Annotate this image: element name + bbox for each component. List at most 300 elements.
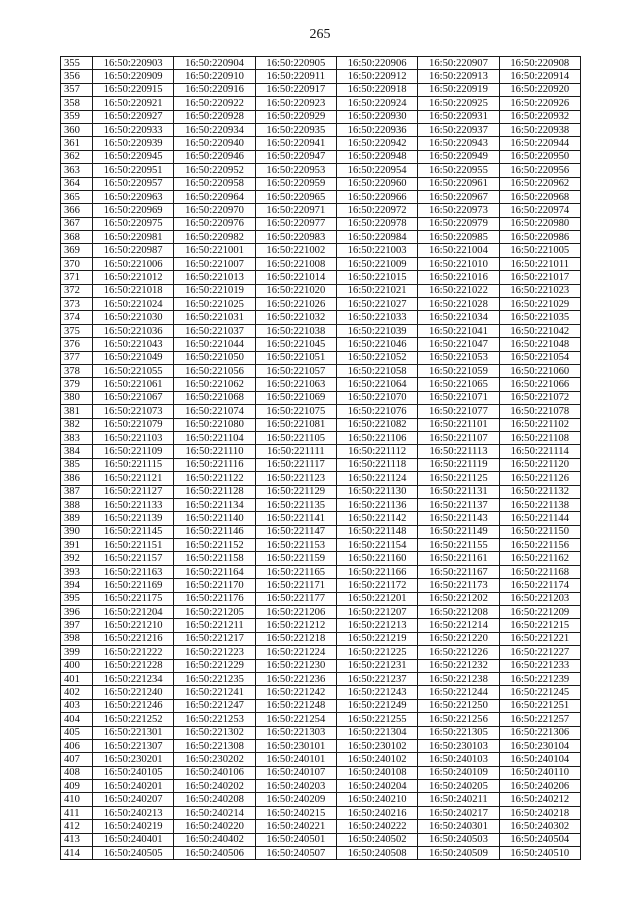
cadastral-number-cell: 16:50:221130 xyxy=(336,485,417,498)
row-number-cell: 370 xyxy=(61,257,93,270)
page-number: 265 xyxy=(309,27,331,42)
cadastral-number-cell: 16:50:221308 xyxy=(174,739,255,752)
cadastral-number-cell: 16:50:220967 xyxy=(418,190,499,203)
cadastral-number-cell: 16:50:240301 xyxy=(418,820,499,833)
cadastral-number-cell: 16:50:221230 xyxy=(255,659,336,672)
table-row xyxy=(61,70,581,83)
cadastral-number-cell: 16:50:221304 xyxy=(336,726,417,739)
table-row xyxy=(61,391,581,404)
cadastral-number-cell: 16:50:221065 xyxy=(418,378,499,391)
cadastral-number-cell: 16:50:221216 xyxy=(93,632,174,645)
table-row xyxy=(61,405,581,418)
cadastral-number-cell: 16:50:221036 xyxy=(93,324,174,337)
row-number-cell: 371 xyxy=(61,271,93,284)
cadastral-number-cell: 16:50:221207 xyxy=(336,606,417,619)
cadastral-number-cell: 16:50:221145 xyxy=(93,525,174,538)
table-row xyxy=(61,123,581,136)
cadastral-number-cell: 16:50:221119 xyxy=(418,458,499,471)
cadastral-number-cell: 16:50:221103 xyxy=(93,431,174,444)
cadastral-number-cell: 16:50:221150 xyxy=(499,525,580,538)
row-number-cell: 407 xyxy=(61,753,93,766)
cadastral-number-cell: 16:50:221251 xyxy=(499,699,580,712)
cadastral-number-cell: 16:50:220954 xyxy=(336,164,417,177)
cadastral-number-cell: 16:50:220914 xyxy=(499,70,580,83)
cadastral-number-cell: 16:50:240102 xyxy=(336,753,417,766)
table-row xyxy=(61,97,581,110)
cadastral-number-cell: 16:50:220980 xyxy=(499,217,580,230)
cadastral-number-cell: 16:50:221068 xyxy=(174,391,255,404)
cadastral-number-cell: 16:50:221238 xyxy=(418,672,499,685)
row-number-cell: 404 xyxy=(61,713,93,726)
cadastral-number-cell: 16:50:220942 xyxy=(336,137,417,150)
cadastral-number-cell: 16:50:220956 xyxy=(499,164,580,177)
cadastral-number-cell: 16:50:221038 xyxy=(255,324,336,337)
row-number-cell: 360 xyxy=(61,123,93,136)
cadastral-number-cell: 16:50:240205 xyxy=(418,780,499,793)
row-number-cell: 383 xyxy=(61,431,93,444)
cadastral-number-cell: 16:50:220969 xyxy=(93,204,174,217)
cadastral-number-cell: 16:50:221060 xyxy=(499,364,580,377)
table-row xyxy=(61,244,581,257)
cadastral-number-cell: 16:50:221032 xyxy=(255,311,336,324)
table-row xyxy=(61,619,581,632)
cadastral-number-cell: 16:50:221220 xyxy=(418,632,499,645)
row-number-cell: 361 xyxy=(61,137,93,150)
cadastral-number-cell: 16:50:221064 xyxy=(336,378,417,391)
row-number-cell: 406 xyxy=(61,739,93,752)
cadastral-number-cell: 16:50:240215 xyxy=(255,806,336,819)
table-row xyxy=(61,231,581,244)
cadastral-number-cell: 16:50:220918 xyxy=(336,83,417,96)
cadastral-number-cell: 16:50:220952 xyxy=(174,164,255,177)
cadastral-number-cell: 16:50:240206 xyxy=(499,780,580,793)
cadastral-number-cell: 16:50:221204 xyxy=(93,606,174,619)
cadastral-number-cell: 16:50:221101 xyxy=(418,418,499,431)
cadastral-number-cell: 16:50:240221 xyxy=(255,820,336,833)
cadastral-number-table xyxy=(60,56,581,860)
cadastral-number-cell: 16:50:221167 xyxy=(418,565,499,578)
table-row xyxy=(61,364,581,377)
cadastral-number-cell: 16:50:221127 xyxy=(93,485,174,498)
cadastral-number-cell: 16:50:221082 xyxy=(336,418,417,431)
cadastral-number-cell: 16:50:221009 xyxy=(336,257,417,270)
table-row xyxy=(61,659,581,672)
cadastral-number-cell: 16:50:221212 xyxy=(255,619,336,632)
row-number-cell: 368 xyxy=(61,231,93,244)
row-number-cell: 386 xyxy=(61,472,93,485)
cadastral-number-cell: 16:50:220978 xyxy=(336,217,417,230)
cadastral-number-cell: 16:50:220966 xyxy=(336,190,417,203)
cadastral-number-cell: 16:50:221152 xyxy=(174,539,255,552)
cadastral-number-cell: 16:50:220910 xyxy=(174,70,255,83)
cadastral-number-cell: 16:50:220977 xyxy=(255,217,336,230)
cadastral-number-cell: 16:50:220979 xyxy=(418,217,499,230)
row-number-cell: 377 xyxy=(61,351,93,364)
table-row xyxy=(61,324,581,337)
cadastral-number-cell: 16:50:221137 xyxy=(418,498,499,511)
cadastral-number-cell: 16:50:221058 xyxy=(336,364,417,377)
cadastral-number-cell: 16:50:221239 xyxy=(499,672,580,685)
cadastral-number-cell: 16:50:230104 xyxy=(499,739,580,752)
cadastral-number-cell: 16:50:221247 xyxy=(174,699,255,712)
cadastral-number-cell: 16:50:221034 xyxy=(418,311,499,324)
row-number-cell: 379 xyxy=(61,378,93,391)
cadastral-number-cell: 16:50:221059 xyxy=(418,364,499,377)
table-row xyxy=(61,204,581,217)
cadastral-number-cell: 16:50:240201 xyxy=(93,780,174,793)
row-number-cell: 397 xyxy=(61,619,93,632)
cadastral-number-cell: 16:50:220951 xyxy=(93,164,174,177)
cadastral-number-cell: 16:50:221166 xyxy=(336,565,417,578)
cadastral-number-cell: 16:50:221048 xyxy=(499,338,580,351)
cadastral-number-cell: 16:50:220959 xyxy=(255,177,336,190)
cadastral-number-cell: 16:50:220937 xyxy=(418,123,499,136)
cadastral-number-cell: 16:50:220945 xyxy=(93,150,174,163)
cadastral-number-cell: 16:50:240105 xyxy=(93,766,174,779)
row-number-cell: 369 xyxy=(61,244,93,257)
table-row xyxy=(61,565,581,578)
row-number-cell: 413 xyxy=(61,833,93,846)
cadastral-number-cell: 16:50:220939 xyxy=(93,137,174,150)
cadastral-number-cell: 16:50:221134 xyxy=(174,498,255,511)
row-number-cell: 362 xyxy=(61,150,93,163)
row-number-cell: 355 xyxy=(61,57,93,70)
cadastral-number-cell: 16:50:221123 xyxy=(255,472,336,485)
row-number-cell: 358 xyxy=(61,97,93,110)
cadastral-number-cell: 16:50:240106 xyxy=(174,766,255,779)
cadastral-number-cell: 16:50:221105 xyxy=(255,431,336,444)
row-number-cell: 409 xyxy=(61,780,93,793)
cadastral-number-cell: 16:50:220903 xyxy=(93,57,174,70)
cadastral-number-cell: 16:50:221175 xyxy=(93,592,174,605)
cadastral-number-cell: 16:50:221066 xyxy=(499,378,580,391)
cadastral-number-cell: 16:50:221035 xyxy=(499,311,580,324)
cadastral-number-cell: 16:50:221031 xyxy=(174,311,255,324)
cadastral-number-cell: 16:50:221228 xyxy=(93,659,174,672)
cadastral-number-cell: 16:50:221049 xyxy=(93,351,174,364)
row-number-cell: 390 xyxy=(61,525,93,538)
cadastral-number-cell: 16:50:220987 xyxy=(93,244,174,257)
row-number-cell: 357 xyxy=(61,83,93,96)
cadastral-number-cell: 16:50:220964 xyxy=(174,190,255,203)
cadastral-number-cell: 16:50:221033 xyxy=(336,311,417,324)
row-number-cell: 374 xyxy=(61,311,93,324)
table-row xyxy=(61,177,581,190)
cadastral-number-cell: 16:50:220965 xyxy=(255,190,336,203)
table-row xyxy=(61,739,581,752)
table-row xyxy=(61,217,581,230)
cadastral-number-cell: 16:50:221079 xyxy=(93,418,174,431)
table-row xyxy=(61,445,581,458)
cadastral-number-cell: 16:50:220950 xyxy=(499,150,580,163)
cadastral-number-cell: 16:50:221143 xyxy=(418,512,499,525)
table-row xyxy=(61,632,581,645)
cadastral-number-cell: 16:50:220946 xyxy=(174,150,255,163)
row-number-cell: 412 xyxy=(61,820,93,833)
cadastral-number-cell: 16:50:220970 xyxy=(174,204,255,217)
cadastral-number-cell: 16:50:221225 xyxy=(336,646,417,659)
cadastral-number-cell: 16:50:220953 xyxy=(255,164,336,177)
cadastral-number-cell: 16:50:220972 xyxy=(336,204,417,217)
table-row xyxy=(61,472,581,485)
cadastral-number-cell: 16:50:221047 xyxy=(418,338,499,351)
row-number-cell: 356 xyxy=(61,70,93,83)
cadastral-number-cell: 16:50:221224 xyxy=(255,646,336,659)
cadastral-number-cell: 16:50:221306 xyxy=(499,726,580,739)
cadastral-number-cell: 16:50:220908 xyxy=(499,57,580,70)
cadastral-number-cell: 16:50:221021 xyxy=(336,284,417,297)
cadastral-number-cell: 16:50:221013 xyxy=(174,271,255,284)
cadastral-number-cell: 16:50:221159 xyxy=(255,552,336,565)
cadastral-number-cell: 16:50:220909 xyxy=(93,70,174,83)
cadastral-number-cell: 16:50:221016 xyxy=(418,271,499,284)
cadastral-number-cell: 16:50:221141 xyxy=(255,512,336,525)
table-row xyxy=(61,164,581,177)
row-number-cell: 399 xyxy=(61,646,93,659)
cadastral-number-cell: 16:50:221063 xyxy=(255,378,336,391)
cadastral-number-cell: 16:50:221072 xyxy=(499,391,580,404)
cadastral-number-cell: 16:50:221113 xyxy=(418,445,499,458)
cadastral-number-cell: 16:50:221169 xyxy=(93,579,174,592)
cadastral-number-cell: 16:50:221176 xyxy=(174,592,255,605)
cadastral-number-cell: 16:50:221128 xyxy=(174,485,255,498)
row-number-cell: 365 xyxy=(61,190,93,203)
cadastral-number-cell: 16:50:221056 xyxy=(174,364,255,377)
cadastral-number-cell: 16:50:221226 xyxy=(418,646,499,659)
cadastral-number-cell: 16:50:220938 xyxy=(499,123,580,136)
cadastral-number-cell: 16:50:221223 xyxy=(174,646,255,659)
cadastral-number-cell: 16:50:220968 xyxy=(499,190,580,203)
cadastral-number-cell: 16:50:240103 xyxy=(418,753,499,766)
cadastral-number-cell: 16:50:220960 xyxy=(336,177,417,190)
cadastral-number-cell: 16:50:220936 xyxy=(336,123,417,136)
cadastral-number-cell: 16:50:220957 xyxy=(93,177,174,190)
table-row xyxy=(61,672,581,685)
cadastral-number-cell: 16:50:221201 xyxy=(336,592,417,605)
cadastral-number-cell: 16:50:221022 xyxy=(418,284,499,297)
cadastral-number-cell: 16:50:221023 xyxy=(499,284,580,297)
cadastral-number-cell: 16:50:221076 xyxy=(336,405,417,418)
cadastral-number-cell: 16:50:240104 xyxy=(499,753,580,766)
cadastral-number-cell: 16:50:221006 xyxy=(93,257,174,270)
cadastral-number-cell: 16:50:221135 xyxy=(255,498,336,511)
cadastral-number-cell: 16:50:221133 xyxy=(93,498,174,511)
cadastral-number-cell: 16:50:221208 xyxy=(418,606,499,619)
cadastral-number-cell: 16:50:220920 xyxy=(499,83,580,96)
cadastral-number-cell: 16:50:221227 xyxy=(499,646,580,659)
cadastral-number-cell: 16:50:221144 xyxy=(499,512,580,525)
cadastral-number-cell: 16:50:240216 xyxy=(336,806,417,819)
table-body xyxy=(61,57,581,860)
cadastral-number-cell: 16:50:240302 xyxy=(499,820,580,833)
table-row xyxy=(61,257,581,270)
cadastral-number-cell: 16:50:220940 xyxy=(174,137,255,150)
cadastral-number-cell: 16:50:221078 xyxy=(499,405,580,418)
cadastral-number-cell: 16:50:220917 xyxy=(255,83,336,96)
cadastral-number-cell: 16:50:221140 xyxy=(174,512,255,525)
table-row xyxy=(61,806,581,819)
table-row xyxy=(61,793,581,806)
cadastral-number-cell: 16:50:221168 xyxy=(499,565,580,578)
cadastral-number-cell: 16:50:220944 xyxy=(499,137,580,150)
cadastral-number-cell: 16:50:220941 xyxy=(255,137,336,150)
cadastral-number-cell: 16:50:221120 xyxy=(499,458,580,471)
cadastral-number-cell: 16:50:221115 xyxy=(93,458,174,471)
cadastral-number-cell: 16:50:221057 xyxy=(255,364,336,377)
cadastral-number-cell: 16:50:221011 xyxy=(499,257,580,270)
cadastral-number-cell: 16:50:221110 xyxy=(174,445,255,458)
cadastral-number-cell: 16:50:221163 xyxy=(93,565,174,578)
table-row xyxy=(61,820,581,833)
row-number-cell: 359 xyxy=(61,110,93,123)
cadastral-number-cell: 16:50:221012 xyxy=(93,271,174,284)
cadastral-number-cell: 16:50:240108 xyxy=(336,766,417,779)
cadastral-number-cell: 16:50:220948 xyxy=(336,150,417,163)
cadastral-number-cell: 16:50:221061 xyxy=(93,378,174,391)
cadastral-number-cell: 16:50:240503 xyxy=(418,833,499,846)
cadastral-number-cell: 16:50:240501 xyxy=(255,833,336,846)
cadastral-number-cell: 16:50:221125 xyxy=(418,472,499,485)
cadastral-number-cell: 16:50:221080 xyxy=(174,418,255,431)
cadastral-number-cell: 16:50:221234 xyxy=(93,672,174,685)
cadastral-number-cell: 16:50:221020 xyxy=(255,284,336,297)
cadastral-number-cell: 16:50:221151 xyxy=(93,539,174,552)
cadastral-number-cell: 16:50:221241 xyxy=(174,686,255,699)
cadastral-number-cell: 16:50:221162 xyxy=(499,552,580,565)
row-number-cell: 403 xyxy=(61,699,93,712)
cadastral-number-cell: 16:50:221014 xyxy=(255,271,336,284)
cadastral-number-cell: 16:50:221129 xyxy=(255,485,336,498)
cadastral-number-cell: 16:50:220985 xyxy=(418,231,499,244)
cadastral-number-cell: 16:50:221124 xyxy=(336,472,417,485)
cadastral-number-cell: 16:50:221215 xyxy=(499,619,580,632)
table-row xyxy=(61,298,581,311)
cadastral-number-cell: 16:50:220932 xyxy=(499,110,580,123)
cadastral-number-cell: 16:50:240211 xyxy=(418,793,499,806)
cadastral-number-cell: 16:50:240214 xyxy=(174,806,255,819)
cadastral-number-cell: 16:50:220930 xyxy=(336,110,417,123)
cadastral-number-cell: 16:50:221307 xyxy=(93,739,174,752)
cadastral-number-cell: 16:50:221213 xyxy=(336,619,417,632)
table-row xyxy=(61,150,581,163)
cadastral-number-cell: 16:50:220982 xyxy=(174,231,255,244)
cadastral-number-cell: 16:50:221173 xyxy=(418,579,499,592)
cadastral-number-cell: 16:50:240508 xyxy=(336,847,417,860)
row-number-cell: 364 xyxy=(61,177,93,190)
cadastral-number-cell: 16:50:221136 xyxy=(336,498,417,511)
cadastral-number-cell: 16:50:221045 xyxy=(255,338,336,351)
cadastral-number-cell: 16:50:240217 xyxy=(418,806,499,819)
cadastral-number-cell: 16:50:221003 xyxy=(336,244,417,257)
cadastral-number-cell: 16:50:221070 xyxy=(336,391,417,404)
row-number-cell: 392 xyxy=(61,552,93,565)
cadastral-number-cell: 16:50:220906 xyxy=(336,57,417,70)
cadastral-number-cell: 16:50:221235 xyxy=(174,672,255,685)
cadastral-number-cell: 16:50:220961 xyxy=(418,177,499,190)
cadastral-number-cell: 16:50:220935 xyxy=(255,123,336,136)
cadastral-number-cell: 16:50:221156 xyxy=(499,539,580,552)
cadastral-number-cell: 16:50:221172 xyxy=(336,579,417,592)
row-number-cell: 381 xyxy=(61,405,93,418)
cadastral-number-cell: 16:50:220933 xyxy=(93,123,174,136)
cadastral-number-cell: 16:50:221008 xyxy=(255,257,336,270)
cadastral-number-cell: 16:50:221243 xyxy=(336,686,417,699)
cadastral-number-cell: 16:50:220934 xyxy=(174,123,255,136)
cadastral-number-cell: 16:50:240510 xyxy=(499,847,580,860)
cadastral-number-cell: 16:50:221050 xyxy=(174,351,255,364)
cadastral-number-cell: 16:50:220919 xyxy=(418,83,499,96)
row-number-cell: 384 xyxy=(61,445,93,458)
cadastral-number-cell: 16:50:221210 xyxy=(93,619,174,632)
cadastral-number-cell: 16:50:221254 xyxy=(255,713,336,726)
cadastral-number-cell: 16:50:230103 xyxy=(418,739,499,752)
cadastral-number-cell: 16:50:221018 xyxy=(93,284,174,297)
cadastral-number-cell: 16:50:240209 xyxy=(255,793,336,806)
table-row xyxy=(61,57,581,70)
row-number-cell: 378 xyxy=(61,364,93,377)
cadastral-number-cell: 16:50:221111 xyxy=(255,445,336,458)
row-number-cell: 373 xyxy=(61,298,93,311)
cadastral-number-cell: 16:50:221028 xyxy=(418,298,499,311)
table-row xyxy=(61,137,581,150)
table-row xyxy=(61,847,581,860)
cadastral-number-cell: 16:50:221177 xyxy=(255,592,336,605)
cadastral-number-cell: 16:50:230101 xyxy=(255,739,336,752)
cadastral-number-cell: 16:50:240509 xyxy=(418,847,499,860)
cadastral-number-cell: 16:50:221231 xyxy=(336,659,417,672)
cadastral-number-cell: 16:50:221257 xyxy=(499,713,580,726)
cadastral-number-cell: 16:50:221209 xyxy=(499,606,580,619)
cadastral-number-cell: 16:50:221019 xyxy=(174,284,255,297)
table-row xyxy=(61,378,581,391)
cadastral-number-cell: 16:50:221116 xyxy=(174,458,255,471)
cadastral-number-cell: 16:50:240507 xyxy=(255,847,336,860)
cadastral-number-cell: 16:50:221232 xyxy=(418,659,499,672)
cadastral-number-cell: 16:50:240203 xyxy=(255,780,336,793)
cadastral-number-cell: 16:50:240222 xyxy=(336,820,417,833)
cadastral-number-cell: 16:50:221253 xyxy=(174,713,255,726)
cadastral-number-cell: 16:50:220986 xyxy=(499,231,580,244)
cadastral-number-cell: 16:50:240107 xyxy=(255,766,336,779)
cadastral-number-cell: 16:50:220926 xyxy=(499,97,580,110)
cadastral-number-cell: 16:50:221055 xyxy=(93,364,174,377)
cadastral-number-cell: 16:50:240110 xyxy=(499,766,580,779)
cadastral-number-cell: 16:50:220905 xyxy=(255,57,336,70)
row-number-cell: 411 xyxy=(61,806,93,819)
cadastral-number-cell: 16:50:221027 xyxy=(336,298,417,311)
cadastral-number-cell: 16:50:221037 xyxy=(174,324,255,337)
cadastral-number-cell: 16:50:220931 xyxy=(418,110,499,123)
cadastral-number-cell: 16:50:221039 xyxy=(336,324,417,337)
cadastral-number-cell: 16:50:221117 xyxy=(255,458,336,471)
cadastral-number-cell: 16:50:221217 xyxy=(174,632,255,645)
cadastral-number-cell: 16:50:221074 xyxy=(174,405,255,418)
row-number-cell: 414 xyxy=(61,847,93,860)
cadastral-number-cell: 16:50:221255 xyxy=(336,713,417,726)
cadastral-number-cell: 16:50:220975 xyxy=(93,217,174,230)
cadastral-number-cell: 16:50:221041 xyxy=(418,324,499,337)
cadastral-number-cell: 16:50:221053 xyxy=(418,351,499,364)
cadastral-number-cell: 16:50:221051 xyxy=(255,351,336,364)
cadastral-number-cell: 16:50:221242 xyxy=(255,686,336,699)
cadastral-number-cell: 16:50:221244 xyxy=(418,686,499,699)
cadastral-number-cell: 16:50:221025 xyxy=(174,298,255,311)
cadastral-number-cell: 16:50:221075 xyxy=(255,405,336,418)
cadastral-number-cell: 16:50:221249 xyxy=(336,699,417,712)
cadastral-number-cell: 16:50:240218 xyxy=(499,806,580,819)
cadastral-number-cell: 16:50:221154 xyxy=(336,539,417,552)
cadastral-number-cell: 16:50:221237 xyxy=(336,672,417,685)
